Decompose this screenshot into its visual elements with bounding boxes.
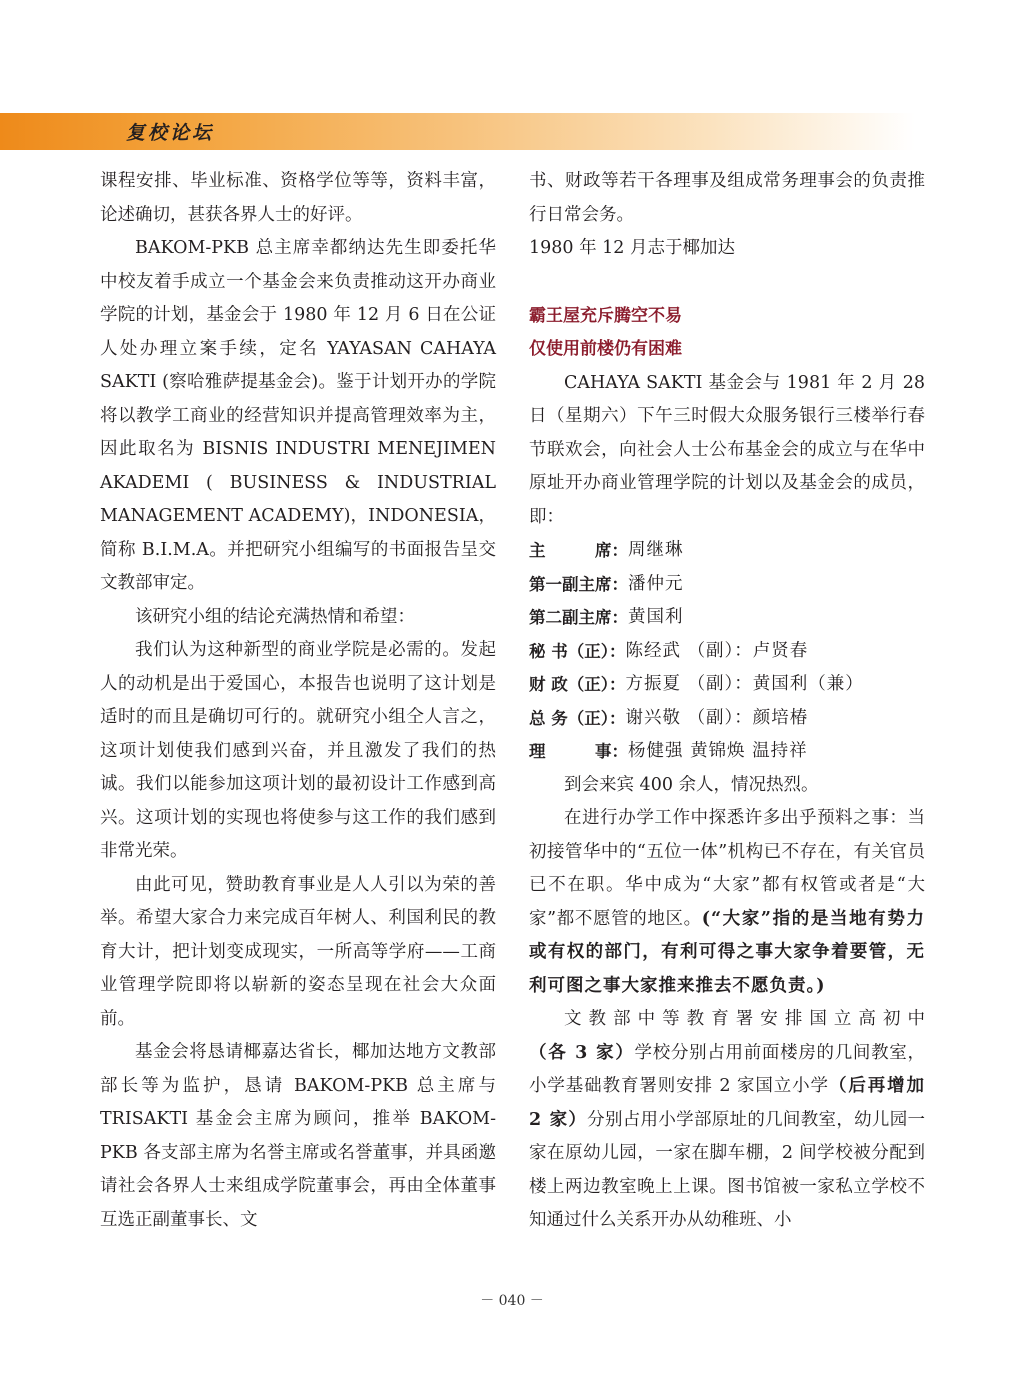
member-row: [529, 702, 925, 736]
role-names: 周继琳: [628, 540, 684, 560]
role-names: 潘仲元: [628, 573, 684, 594]
role-names: 谢兴敬 （副）：颜培椿: [625, 707, 809, 728]
member-row: [529, 735, 925, 769]
note-text: (“大家”指的是当地有势力或有权的部门，有利可得之事大家争着要管，无利可图之事大家推来推去不愿负责。): [529, 908, 925, 996]
role-names: 陈经武 （副）：卢贤春: [625, 640, 809, 661]
role-label: 财 政（正）：: [529, 675, 626, 694]
paragraph-text: 在进行办学工作中探悉许多出乎预料之事：当初接管华中的“五位一体”机构已不存在，有关官员已不在职。华中成为“大家”都有权管或者是“大家”都不愿管的地区。: [529, 808, 925, 929]
paragraph: 由此可见，赞助教育事业是人人引以为荣的善举。希望大家合力来完成百年树人、利国利民的教育大计，把计划变成现实，一所高等学府——工商业管理学院即将以崭新的姿态呈现在社会大众面前。: [100, 874, 496, 1029]
member-row: [529, 668, 925, 702]
section-title: 复校论坛: [126, 122, 215, 144]
right-column: [529, 165, 925, 1238]
paragraph: [529, 802, 925, 1003]
note-text: （各 3 家）: [529, 1042, 635, 1063]
role-names: 杨健强 黄锦焕 温持祥: [628, 741, 808, 761]
member-row: [529, 601, 925, 635]
paragraph: [529, 1003, 925, 1238]
subheading: 仅使用前楼仍有困难: [529, 339, 682, 359]
role-label: 第二副主席：: [529, 608, 628, 627]
paragraph: 基金会将恳请椰嘉达省长，椰加达地方文教部部长等为监护，恳请 BAKOM-PKB 总主席与 TRISAKTI 基金会主席为顾问，推举 BAKOM-PKB 各支部主席为名誉主席或名誉董事，并具函邀请社会各界人士来组成学院董事会，再由全体董事互选正副董事长、文: [100, 1042, 496, 1230]
role-label: 主 席：: [529, 541, 628, 560]
role-label: 理 事：: [529, 742, 628, 761]
paragraph-text: 学校分别占用前面楼房的几间教室，小学基础教育署则安排 2 家国立小学: [529, 1042, 925, 1096]
member-row: [529, 568, 925, 602]
member-list: [529, 534, 925, 769]
role-names: 方振夏 （副）：黄国利（兼）: [625, 674, 864, 694]
left-column: [100, 165, 496, 1237]
signature: 1980 年 12 月志于椰加达: [529, 238, 735, 258]
paragraph: 我们认为这种新型的商业学院是必需的。发起人的动机是出于爱国心，本报告也说明了这计划是适时的而且是确切可行的。就研究小组仝人言之，这项计划使我们感到兴奋，并且激发了我们的热诚。我们以能参加这项计划的最初设计工作感到高兴。这项计划的实现也将使参与这工作的我们感到非常光荣。: [100, 640, 496, 861]
role-names: 黄国利: [628, 607, 684, 627]
role-label: 第一副主席：: [529, 574, 628, 594]
paragraph: 到会来宾 400 余人，情况热烈。: [564, 774, 819, 795]
paragraph: 课程安排、毕业标准、资格学位等等，资料丰富，论述确切，甚获各界人士的好评。: [100, 171, 496, 225]
member-row: [529, 635, 925, 669]
paragraph: 该研究小组的结论充满热情和希望：: [135, 606, 415, 627]
subheading: 霸王屋充斥腾空不易: [529, 305, 682, 326]
paragraph-text: 文教部中等教育署安排国立高初中: [564, 1009, 925, 1029]
role-label: 总 务（正）：: [529, 708, 626, 728]
paragraph-text: 分别占用小学部原址的几间教室，幼儿园一家在原幼儿园，一家在脚车棚，2 间学校被分配到楼上两边教室晚上上课。图书馆被一家私立学校不知通过什么关系开办从幼稚班、小: [529, 1109, 926, 1230]
member-row: [529, 534, 925, 568]
note-text: （后再增加 2 家）: [529, 1076, 926, 1130]
paragraph: CAHAYA SAKTI 基金会与 1981 年 2 月 28 日（星期六）下午三时假大众服务银行三楼举行春节联欢会，向社会人士公布基金会的成立与在华中原址开办商业管理学院的计划以及基金会的成员，即：: [529, 372, 925, 527]
role-label: 秘 书（正）：: [529, 641, 626, 661]
page-number: － 040 －: [480, 1293, 544, 1309]
paragraph: BAKOM-PKB 总主席幸都纳达先生即委托华中校友着手成立一个基金会来负责推动这开办商业学院的计划，基金会于 1980 年 12 月 6 日在公证人处办理立案手续，定名 YAYASAN CAHAYA SAKTI (察哈雅萨提基金会)。鉴于计划开办的学院将以教学工商业的经营知识并提高管理效率为主，因此取名为 BISNIS INDUSTRI MENEJIMEN AKADEMI ( BUSINESS & INDUSTRIAL MANAGEMENT ACADEMY)，INDONESIA，简称 B.I.M.A。并把研究小组编写的书面报告呈交文教部审定。: [100, 238, 496, 593]
paragraph: 书、财政等若干各理事及组成常务理事会的负责推行日常会务。: [529, 171, 925, 225]
